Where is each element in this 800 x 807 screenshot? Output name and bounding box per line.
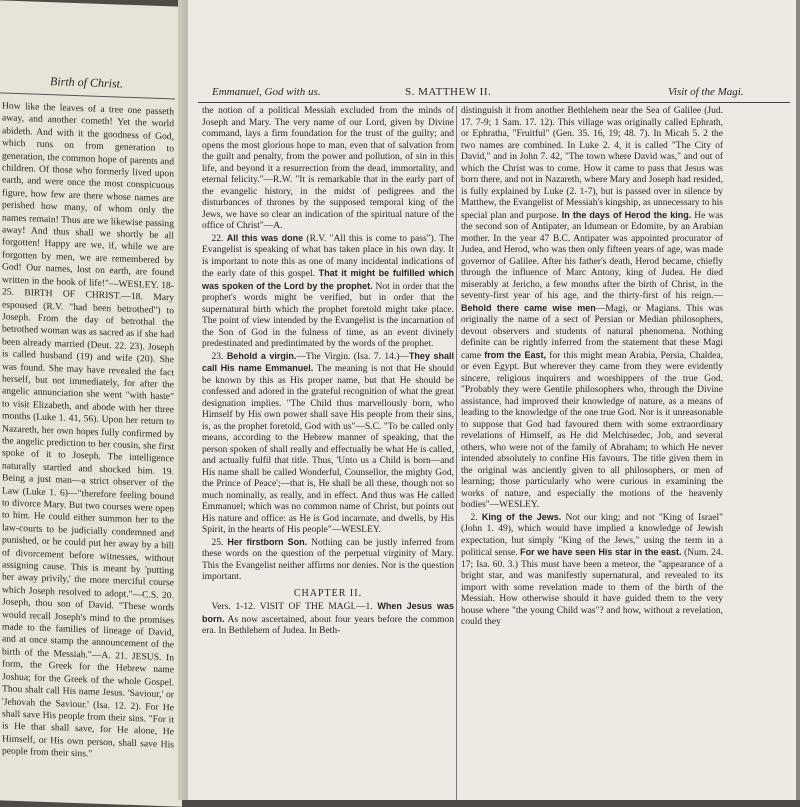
verse-heading: Her firstborn Son. <box>227 536 308 547</box>
text: (R.V. "All this is come to pass"). The Evangelist is speaking of what has taken place in his own day. It is important to note this as one of many incidental indications of the early date of this gospel. <box>202 233 454 279</box>
left-page-rule <box>0 92 175 99</box>
right-page <box>188 0 800 800</box>
text: He was the second son of Antipater, an Idumean or Edomite, by an Arabian mother. In the year 47 B.C. Antipater was appointed procurator of Judea, and Herod, who was then only fifteen years of age, was made governor of Galilee. After his father's death, Herod became, chiefly through the influence of Marc Antony, king of Judea. He died miserably at Jericho, a few months after the birth of Christ, in the seventy-first year of his age, and the thirty-first of his reign.— <box>461 210 723 301</box>
verse-number: 2. <box>470 512 478 523</box>
chapter-heading: CHAPTER II. <box>293 587 363 599</box>
text: The meaning is not that He should be known by this as His proper name, but that He should be confessed and adored in the grateful recognition of what the great designation implies. "The Child thus marvellously born, who Himself by His own power shall save His people from their sins, is, as the prophet foretold, God with us"—S.C. "To be called only means, according to the Hebrew manner of speaking, that the person spoken of shall really and effectually be what He is called, and actually fulfil that title. Thus, 'Unto us a Child is born—and His name shall be called Wonderful, Counsellor, the mighty God, the Prince of Peace';—that is, He shall be all these, though not so much nominally, as really, and in effect. And thus was He called Emmanuel; which was no common name of Christ, but points out His nature and office: as He is God incarnate, and dwells, by His Spirit, in the hearts of His people"—WESLEY. <box>202 364 454 535</box>
paragraph <box>202 233 454 351</box>
verse-heading: Behold a virgin. <box>226 350 297 361</box>
verse-heading: In the days of Herod the king. <box>561 209 692 220</box>
paragraph <box>202 106 454 233</box>
column-right <box>461 106 723 800</box>
column-left <box>202 106 454 800</box>
text: Nothing can be justly inferred from these words on the question of the perpetual virginity of Mary. This the Evangelist neither affirms nor denies. Nor is the question important. <box>202 537 454 582</box>
column-divider <box>456 106 457 800</box>
header-rule <box>198 102 790 103</box>
verse-heading: When Jesus was born. <box>202 601 454 624</box>
paragraph <box>202 537 454 584</box>
header-center: S. MATTHEW II. <box>405 86 492 98</box>
paragraph <box>202 601 454 638</box>
verse-heading: from the East, <box>484 349 547 360</box>
verse-number: 22. <box>211 233 224 244</box>
header-right: Visit of the Magi. <box>668 86 744 98</box>
text: Not in order that the prophet's words might be verified, but in order that the supernatural birth which the prophet foretold might take place. The point of view intended by the Evangelist is the incarnation of the Son of God in the fulness of time, as an event divinely predestinated and predintimated by the words of the prophet. <box>202 281 454 349</box>
text: for this might mean Arabia, Persia, Chaldea, or even Egypt. But wherever they came from they were evidently sincere, religious inquirers and worshippers of the true God. "Probably they were Gentile philosophers who, through the Divine assistance, had improved their knowledge of nature, as a means of leading to the knowledge of the one true God. Nor is it unreasonable to suppose that God had favoured them with some extraordinary revelations of Himself, as He did Melchisedec, Job, and several others, who were not of the family of Abraham; to which He never intended absolutely to confine His favours. The title given them in the original was anciently given to all philosophers, or men of learning; those particularly who were curious in examining the works of nature, and especially the motions of the heavenly bodies"—WESLEY. <box>461 350 723 510</box>
left-page-text: How like the leaves of a tree one passeth away, and another cometh! Yet the world abideth. And with it the goodness of God, which runs on from generation to generation, the common hope of parents and children. Of those who formerly lived upon earth, and were once the most conspicuous figure, how few are there whose names are perished how many, of whom only the names remain! Thus are we likewise passing away! And thus shall we shortly be all forgotten! Happy are we, if, while we are forgotten by men, we are remembered by God! Our names, lost on earth, are found written in the book of life!"—WESLEY. 18-25. BIRTH OF CHRIST.—18. Mary espoused (R.V. "had been betrothed") to Joseph. From the day of betrothal the betrothed woman was as sacred as if she had been already married (Deut. 22. 23). Joseph is called husband (19) and wife (20). She was found. She may have revealed the fact herself, but not immediately, for after the angelic annunciation she went "with haste" to visit Elizabeth, and abode with her three months (Luke 1. 41, 56). Upon her return to Nazareth, her own hopes fully confirmed by the angelic prediction to her cousin, she first spoke of it to Joseph. The intelligence naturally startled and shocked him. 19. Being a just man—a strict observer of the Law (Luke 1. 6)—"therefore feeling bound to divorce Mary. But two courses were open to him. He could either summon her to the law-courts to be judicially condemned and punished, or he could put her away by a bill of divorcement before witnesses, without assigning cause. This is meant by 'putting her away privily,' the more merciful course which Joseph resolved to adopt."—C.S. 20. Joseph, thou son of David. "These words would recall Joseph's mind to the promises made to the families of lineage of David, and at once stamp the announcement of the birth of the Messiah."—A. 21. JESUS. In form, the Greek for the Hebrew name Joshua; for the Greek of the whole Gospel. Thou shalt call His name Jesus. 'Saviour,' or 'Jehovah the Saviour.' (Isa. 12. 2). For He shall save His people from their sins. "For it is He that shall save, for He alone, He Himself, or His own person, shall save His people from their sins." <box>2 100 174 760</box>
left-page <box>0 0 182 807</box>
text: —The Virgin. (Isa. 7. 14.)— <box>296 351 409 362</box>
left-page-header: Birth of Christ. <box>50 74 124 91</box>
verse-number: 23. <box>211 351 224 362</box>
text: —Magi, or Magians. This was originally the name of a sect of Persian or Median philosophers, devout observers and students of natural phenomena. Nothing definite can be rightly inferred from the statement that these Magi came <box>461 303 723 361</box>
text: (Num. 24. 17; Isa. 60. 3.) This must have been a meteor, the "appearance of a bright star, and was manifestly supernatural, and revealed to its import with some revelation made to them of the birth of the Messiah. How otherwise should it have guided them to the very house where "the young Child was"? and how, without a revelation, could they <box>461 548 723 627</box>
text: the notion of a political Messiah excluded from the minds of Joseph and Mary. The very name of our Lord, given by Divine command, lays a firm foundation for the trust of the guilty; and opens the most glorious hope to man, even that of salvation from the guilt and penalty, from the power and pollution, of sin in this life, and beyond it a resurrection from the dead, immortality, and eternal felicity."—R.W. "It is remarkable that in the early part of the evangelic history, in the midst of pedigrees and the disturbances of thrones by the supposed temporal king of the Jews, we have so clear an indication of the spiritual nature of the office of Christ"—A. <box>202 106 454 231</box>
page-edge <box>796 0 800 800</box>
verse-heading: That it might be fulfilled which was spoken of the Lord by the prophet. <box>202 268 454 291</box>
paragraph <box>461 512 723 629</box>
verse-heading: All this was done <box>226 232 304 243</box>
paragraph <box>461 106 723 512</box>
verse-heading: For we have seen His star in the east. <box>520 547 682 557</box>
text: As now ascertained, about four years before the common era. In Bethlehem of Judea. In Beth- <box>202 614 454 636</box>
verse-number: 25. <box>211 537 224 548</box>
text: Not our king; and not "King of Israel" (John 1. 49), which would have implied a knowledge of Jewish expectation, but simply "King of the Jews," using the term in a political sense. <box>461 512 723 558</box>
paragraph <box>202 351 454 537</box>
verse-heading: King of the Jews. <box>481 511 562 522</box>
verse-heading: They shall call His name Emmanuel. <box>202 350 454 373</box>
verse-heading: Behold there came wise men <box>461 302 596 313</box>
text: distinguish it from another Bethlehem near the Sea of Galilee (Jud. 17. 7-9; 1 Sam. 17. 12). This village was originally called Ephrath, or Ephratha, "Fruitful" (Gen. 35. 16, 19; 48. 7). In Micah 5. 2 the two names are combined. In Luke 2. 4, it is called "The City of David," and in John 7. 42, "The town where David was," and out of which the Christ was to come. How it came to pass that Jesus was born there, and not in Nazareth, where Mary and Joseph had resided, is fully explained by Luke (2. 1-7), but is passed over in silence by Matthew, the Evangelist of Messiah's kingship, as unnecessary to his special plan and purpose. <box>461 106 723 221</box>
header-left: Emmanuel, God with us. <box>212 86 321 98</box>
running-header <box>188 86 793 102</box>
text: Vers. 1-12. VISIT OF THE MAGI.—1. <box>211 602 373 612</box>
